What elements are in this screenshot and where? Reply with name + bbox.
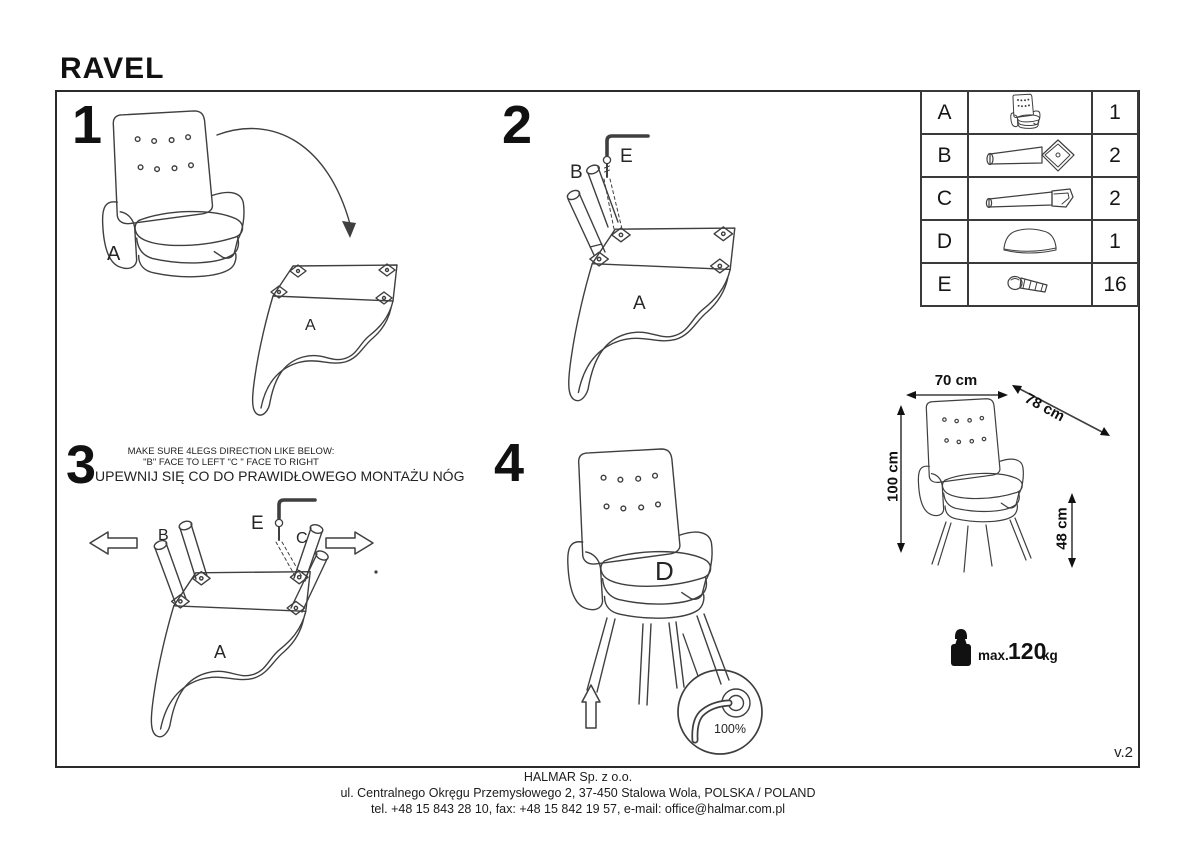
seat-height-dimension: 48 cm [1053,507,1071,550]
chair-legs [587,614,729,705]
table-row [921,220,1138,263]
step-1-chair-label: A [107,243,121,265]
detail-leader-line [683,634,698,676]
armchair-icon [968,91,1092,134]
step-3-left-label: B [158,527,169,544]
depth-dimension: 78 cm [1021,390,1068,426]
footer-company: HALMAR Sp. z o.o. [523,770,633,784]
chair-legs [932,518,1031,572]
width-arrow [906,391,1008,399]
part-qty: 2 [1092,177,1138,220]
footer [88,769,1068,817]
step-1-number: 1 [72,95,103,155]
armchair-drawing [918,399,1023,522]
step-3-number: 3 [66,435,97,495]
dimension-figure [880,372,1130,587]
step-2-screw-label: E [620,146,633,167]
part-letter: A [921,91,968,134]
parts-table [920,90,1139,307]
detail-percent-label: 100% [714,722,746,736]
rear-leg-icon [968,177,1092,220]
step-3-base-label: A [214,642,227,662]
part-letter: B [921,134,968,177]
arrow-left-icon [90,532,137,554]
front-leg-icon [968,134,1092,177]
screw-icon [968,263,1092,306]
weight-limit-prefix: max. [978,648,1009,663]
part-qty: 1 [1092,91,1138,134]
product-title: RAVEL [60,52,165,85]
flip-arrow [217,129,350,224]
part-letter: D [921,220,968,263]
step-2-base-label: A [633,293,646,314]
arrow-right-icon [326,532,373,554]
footer-address: ul. Centralnego Okręgu Przemysłowego 2, 37-450 Stalowa Wola, POLSKA / POLAND [340,786,816,800]
step-3-screw-label: E [251,513,264,534]
seat-cushion-icon [968,220,1092,263]
step-3-right-label: C [296,530,308,547]
weight-limit-value: 120 [1008,638,1047,664]
part-letter: E [921,263,968,306]
step-2-number: 2 [502,95,533,155]
chair-bottom-drawing [253,264,397,415]
part-letter: C [921,177,968,220]
table-row [921,91,1138,134]
step-4-cushion-label: D [655,556,674,586]
part-qty: 1 [1092,220,1138,263]
step-2-illustration [550,125,820,437]
leg-attached [566,189,605,255]
width-dimension: 70 cm [934,372,978,389]
step-3-note-en [97,446,365,468]
flip-arrow-head [342,221,356,238]
allen-key-icon [279,500,315,518]
armchair-drawing [103,111,244,277]
part-qty: 16 [1092,263,1138,306]
step-1-illustration [88,104,418,444]
version-label: v.2 [1114,744,1133,761]
step-2-leg-label: B [570,162,583,183]
note-line-1: MAKE SURE 4LEGS DIRECTION LIKE BELOW: [127,446,335,457]
weight-limit-unit: kg [1042,648,1058,663]
stray-dot [374,570,377,573]
note-line-2: "B" FACE TO LEFT "C " FACE TO RIGHT [143,457,319,468]
part-qty: 2 [1092,134,1138,177]
step-4-number: 4 [494,433,525,493]
kettlebell-icon [948,628,974,668]
height-dimension: 100 cm [884,451,902,502]
table-row [921,263,1138,306]
table-row [921,177,1138,220]
chair-bottom-drawing [151,571,310,737]
table-row [921,134,1138,177]
step-3-illustration [75,492,425,772]
footer-contact: tel. +48 15 843 28 10, fax: +48 15 842 19 57, e-mail: office@halmar.com.pl [370,802,786,816]
armchair-drawing [568,449,712,618]
step-1-base-label: A [305,317,316,334]
step-3-note-pl: UPEWNIJ SIĘ CO DO PRAWIDŁOWEGO MONTAŻU NÓG [95,468,465,484]
step-4-illustration [545,442,845,762]
